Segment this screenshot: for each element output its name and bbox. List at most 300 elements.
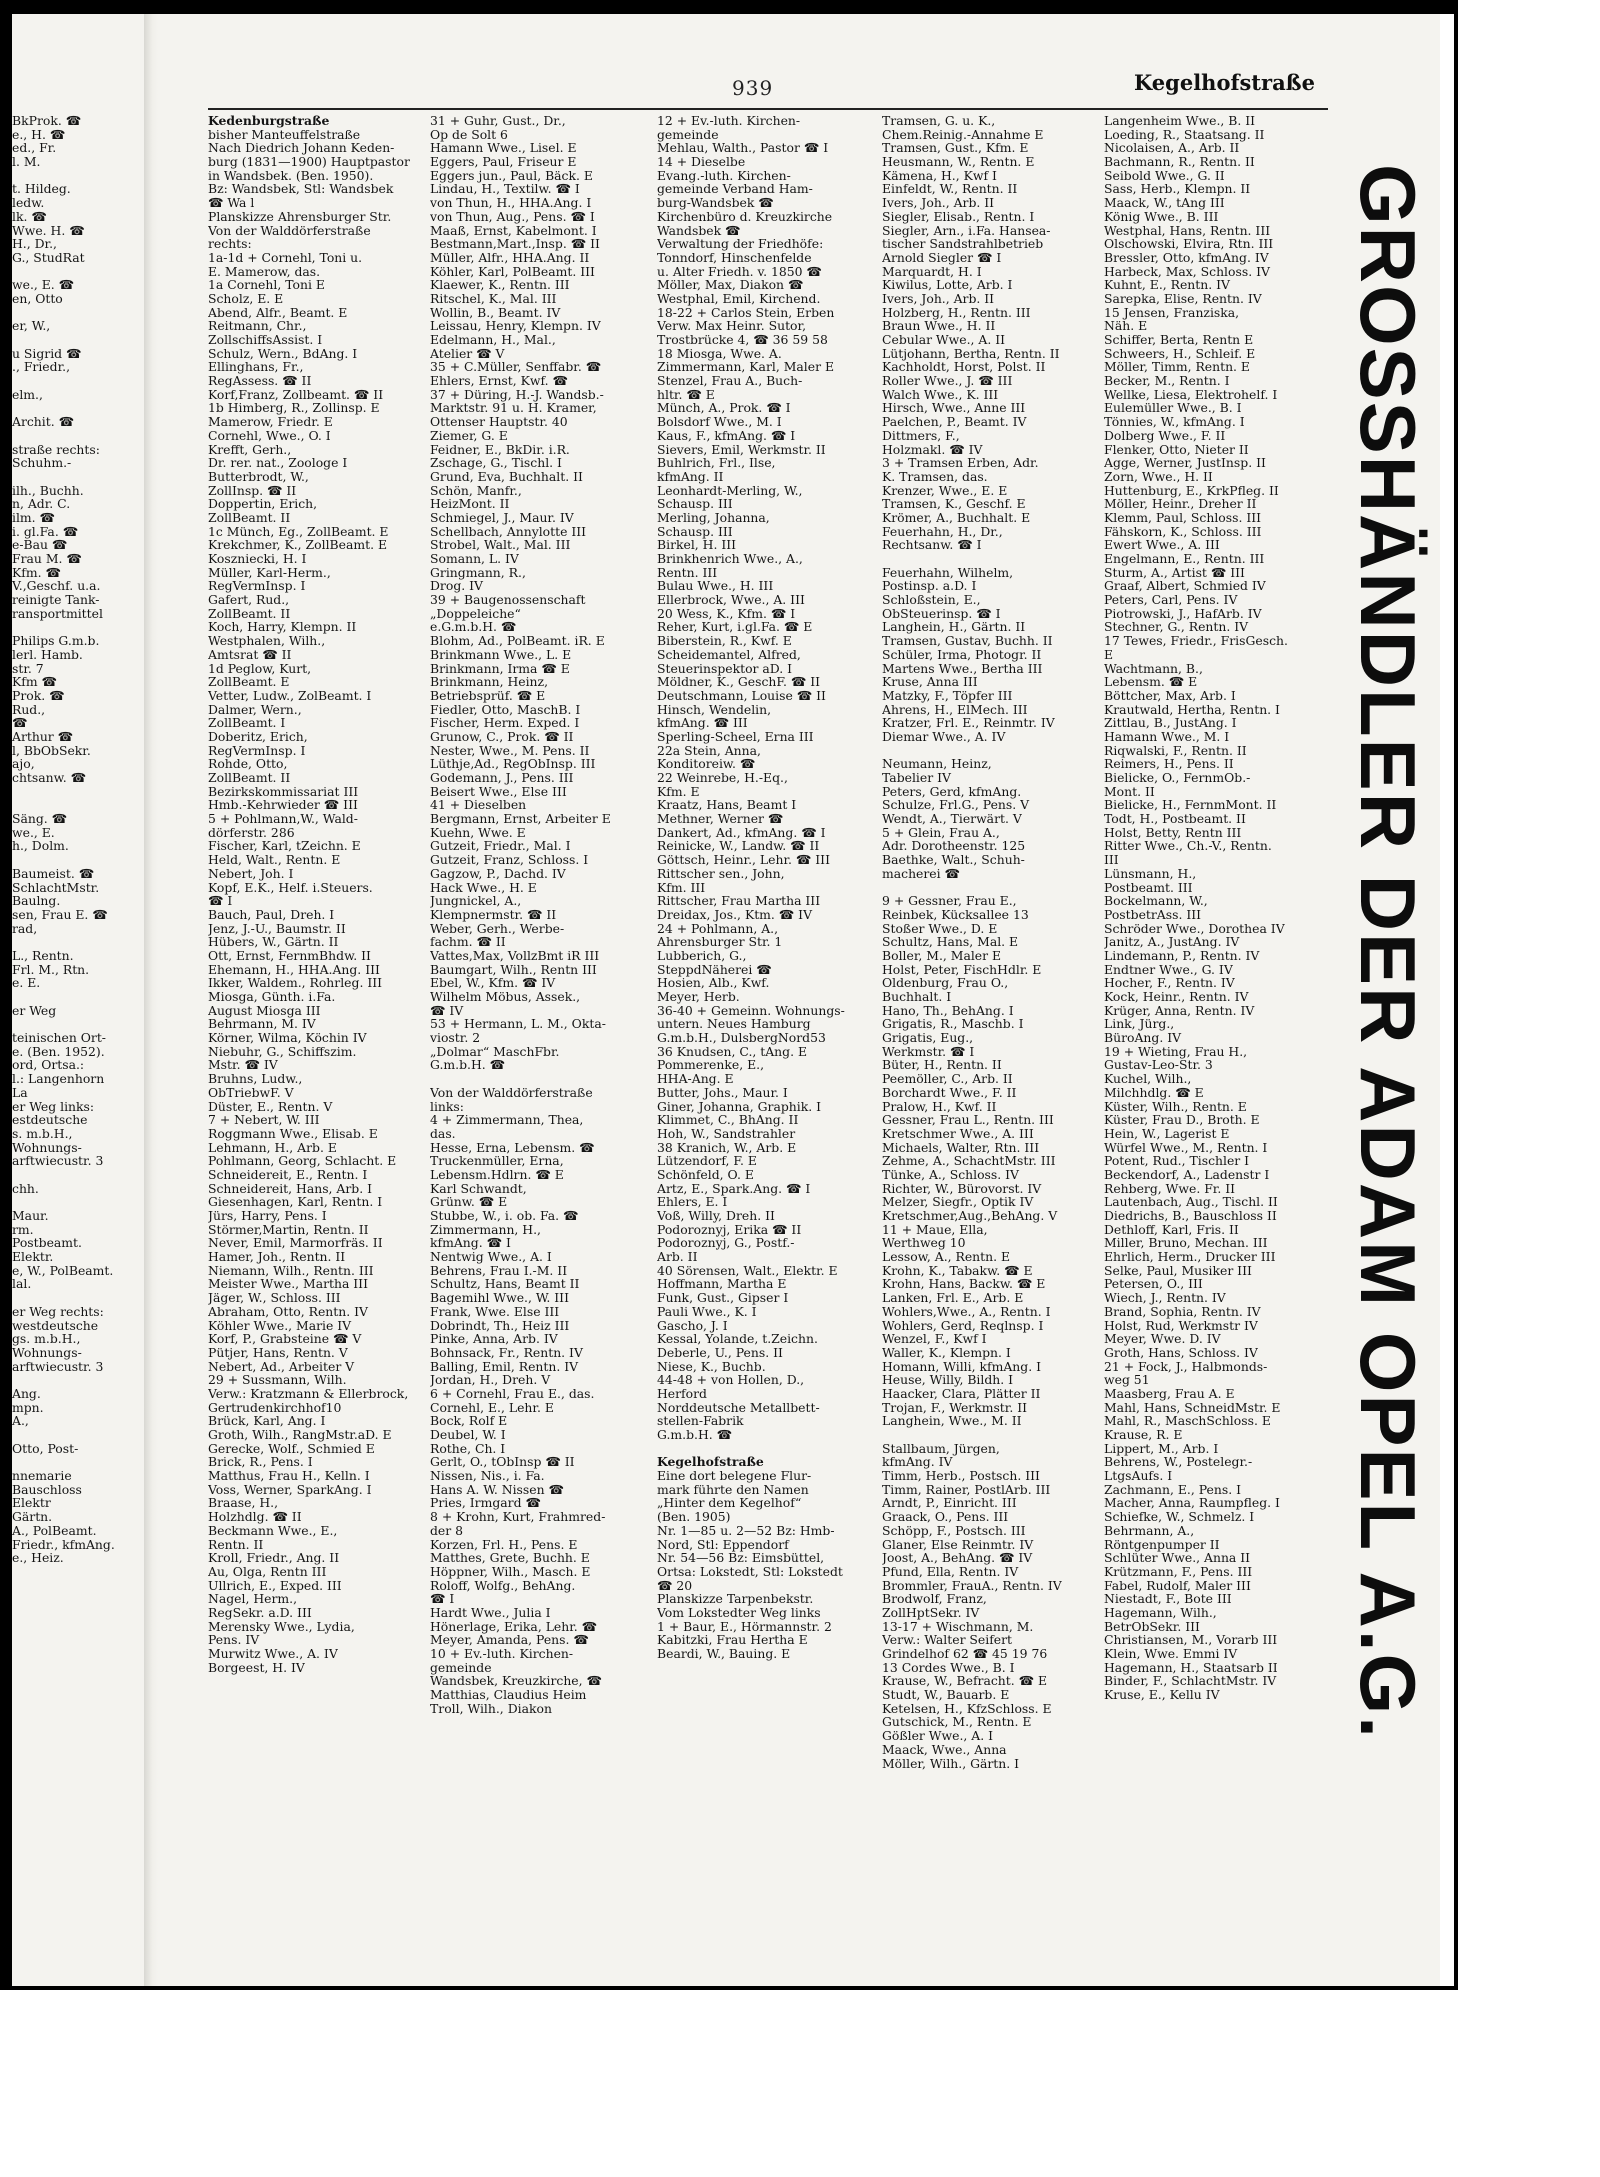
directory-line: ZollHptSekr. IV: [882, 1604, 980, 1620]
directory-line: Köhler, Karl, PolBeamt. III: [430, 263, 595, 279]
directory-line: Zimmermann, H.,: [430, 1221, 541, 1237]
directory-line: Baumgart, Wilh., Rentn III: [430, 961, 597, 977]
directory-line: Brinkhenrich Wwe., A.,: [657, 551, 803, 566]
directory-line: Matthus, Frau H., Kelln. I: [208, 1468, 370, 1484]
directory-line: Kretschmer Wwe., A. III: [882, 1125, 1034, 1141]
directory-line: Hamann Wwe., Lisel. E: [430, 140, 577, 156]
directory-line: Schneidereit, E., Rentn. I: [208, 1166, 368, 1182]
directory-line: von Thun, Aug., Pens. ☎ I: [430, 208, 595, 224]
directory-line: [12, 620, 142, 634]
directory-line: ObTriebwF. V: [208, 1084, 294, 1100]
directory-line: Küster, Wilh., Rentn. E: [1104, 1098, 1247, 1114]
directory-line: Todt, H., Postbeamt. II: [1104, 811, 1246, 827]
directory-line: Nissen, Nis., i. Fa.: [430, 1468, 545, 1484]
directory-line: s. m.b.H.,: [12, 1125, 73, 1141]
directory-line: [12, 169, 142, 183]
directory-line: SteppdNäherei ☎: [657, 961, 772, 977]
directory-line: Korf, P., Grabsteine ☎ V: [208, 1331, 362, 1347]
directory-line: Behrmann, M. IV: [208, 1016, 316, 1032]
directory-line: mpn.: [12, 1399, 44, 1415]
directory-line: Wollin, B., Beamt. IV: [430, 304, 561, 320]
directory-line: Nicolaisen, A., Arb. II: [1104, 140, 1240, 156]
directory-line: Heusmann, W., Rentn. E: [882, 154, 1035, 170]
directory-line: Schneidereit, Hans, Arb. I: [208, 1180, 373, 1196]
directory-line: Huttenburg, E., KrkPfleg. II: [1104, 482, 1279, 498]
directory-line: Ang.: [12, 1385, 41, 1401]
directory-line: 7 + Nebert, W. III: [208, 1112, 320, 1128]
directory-line: Jordan, H., Dreh. V: [430, 1372, 551, 1388]
directory-line: 14 + Dieselbe: [657, 154, 746, 170]
directory-line: ZollBeamt. II: [208, 605, 291, 621]
directory-line: kfmAng. IV: [882, 1454, 953, 1470]
directory-line: burg (1831—1900) Hauptpastor: [208, 154, 410, 170]
directory-line: Waller, K., Klempn. I: [882, 1344, 1011, 1360]
running-head: Kegelhofstraße: [1134, 70, 1315, 95]
directory-line: RegVermInsp. I: [208, 578, 306, 594]
directory-line: Balling, Emil, Rentn. IV: [430, 1358, 579, 1374]
directory-line: Meister Wwe., Martha III: [208, 1276, 368, 1292]
directory-line: [882, 744, 1100, 758]
directory-line: 19 + Wieting, Frau H.,: [1104, 1043, 1248, 1059]
directory-line: La: [12, 1084, 28, 1100]
directory-line: Loeding, R., Staatsang. II: [1104, 126, 1265, 142]
directory-line: Schellbach, Annylotte III: [430, 523, 587, 539]
directory-line: Blohm, Ad., PolBeamt. iR. E: [430, 633, 605, 649]
directory-line: Pens. IV: [208, 1632, 260, 1648]
directory-line: Reinicke, W., Landw. ☎ II: [657, 838, 820, 854]
directory-line: Schmiegel, J., Maur. IV: [430, 509, 574, 525]
directory-line: Niestadt, F., Bote III: [1104, 1591, 1232, 1607]
directory-line: Schuhm.-: [12, 455, 72, 471]
directory-line: Lippert, M., Arb. I: [1104, 1440, 1219, 1456]
directory-line: Ivers, Joh., Arb. II: [882, 290, 995, 306]
directory-line: [882, 1428, 1100, 1442]
directory-line: Bergmann, Ernst, Arbeiter E: [430, 811, 611, 827]
directory-line: Otto, Post-: [12, 1440, 79, 1456]
directory-line: rechts:: [208, 236, 252, 252]
directory-line: Podoroznyj, Erika ☎ II: [657, 1221, 802, 1237]
directory-line: Würfel Wwe., M., Rentn. I: [1104, 1139, 1268, 1155]
directory-line: RegVermInsp. I: [208, 742, 306, 758]
directory-line: Sievers, Emil, Werkmstr. II: [657, 441, 826, 457]
directory-line: Langenheim Wwe., B. II: [1104, 114, 1256, 128]
directory-line: Gessner, Frau L., Rentn. III: [882, 1112, 1054, 1128]
directory-line: mark führte den Namen: [657, 1481, 809, 1497]
directory-line: Doberitz, Erich,: [208, 728, 308, 744]
directory-line: Hönerlage, Erika, Lehr. ☎: [430, 1618, 598, 1634]
directory-line: Fähskorn, K., Schloss. III: [1104, 523, 1262, 539]
directory-line: Ehrlich, Herm., Drucker III: [1104, 1249, 1276, 1265]
directory-line: Ewert Wwe., A. III: [1104, 537, 1220, 553]
directory-line: 1 + Baur, E., Hörmannstr. 2: [657, 1618, 832, 1634]
directory-line: Prok. ☎: [12, 687, 65, 703]
directory-line: [12, 1168, 142, 1182]
directory-line: Büter, H., Rentn. II: [882, 1057, 1002, 1073]
directory-line: ☎: [12, 715, 28, 731]
directory-line: Martens Wwe., Bertha III: [882, 660, 1043, 676]
directory-line: Flenker, Otto, Nieter II: [1104, 441, 1249, 457]
directory-line: Ehlers, E. I: [657, 1194, 728, 1210]
directory-line: Bz: Wandsbek, Stl: Wandsbek: [208, 181, 394, 197]
directory-line: Braase, H.,: [208, 1495, 279, 1511]
directory-line: l, BbObSekr.: [12, 742, 91, 758]
directory-line: straße rechts:: [12, 441, 100, 457]
directory-line: Ottenser Hauptstr. 40: [430, 414, 568, 430]
directory-line: BetrObSekr. III: [1104, 1618, 1200, 1634]
directory-line: 36-40 + Gemeinn. Wohnungs-: [657, 1002, 845, 1018]
directory-line: Leonhardt-Merling, W.,: [657, 482, 803, 498]
directory-line: Matthias, Claudius Heim: [430, 1687, 587, 1703]
directory-line: Wiech, J., Rentn. IV: [1104, 1290, 1226, 1306]
directory-line: Küster, Frau D., Broth. E: [1104, 1112, 1260, 1128]
directory-line: Feuerhahn, Wilhelm,: [882, 564, 1014, 580]
directory-line: Hano, Th., BehAng. I: [882, 1002, 1014, 1018]
directory-line: 17 Tewes, Friedr., FrisGesch.: [1104, 633, 1288, 649]
directory-line: Hagemann, Wilh.,: [1104, 1604, 1217, 1620]
directory-line: viostr. 2: [430, 1030, 481, 1046]
directory-line: Link, Jürg.,: [1104, 1016, 1175, 1032]
directory-line: 3 + Tramsen Erben, Adr.: [882, 455, 1039, 471]
directory-line: Kratzer, Frl. E., Reinmtr. IV: [882, 715, 1055, 731]
directory-line: Tonndorf, Hinschenfelde: [657, 249, 812, 265]
directory-line: Behrens, Frau I.-M. II: [430, 1262, 568, 1278]
directory-line: Körner, Wilma, Köchin IV: [208, 1030, 367, 1046]
directory-line: Holst, Rud, Werkmstr IV: [1104, 1317, 1258, 1333]
directory-line: Amtsrat ☎ II: [208, 646, 292, 662]
directory-line: Drog. IV: [430, 578, 483, 594]
directory-line: Nr. 54—56 Bz: Eimsbüttel,: [657, 1550, 825, 1566]
directory-line: Siegler, Arn., i.Fa. Hansea-: [882, 222, 1051, 238]
directory-line: Pries, Irmgard ☎: [430, 1495, 541, 1511]
directory-line: Birkel, H. III: [657, 537, 737, 553]
directory-line: Brodwolf, Franz,: [882, 1591, 987, 1607]
directory-line: weg 51: [1104, 1372, 1150, 1388]
directory-line: Glaner, Else Reinmtr. IV: [882, 1536, 1034, 1552]
directory-line: Voß, Willy, Dreh. II: [657, 1208, 775, 1223]
directory-line: Bulau Wwe., H. III: [657, 578, 774, 594]
directory-line: Krohn, K., Tabakw. ☎ E: [882, 1262, 1033, 1278]
directory-line: Hosien, Alb., Kwf.: [657, 975, 770, 991]
directory-line: „Doppeleiche“: [430, 605, 521, 621]
directory-line: Meyer, Herb.: [657, 989, 740, 1004]
directory-line: Maack, W., tAng III: [1104, 195, 1225, 211]
directory-line: Mahl, Hans, SchneidMstr. E: [1104, 1399, 1281, 1415]
directory-line: 37 + Düring, H.-J. Wandsb.-: [430, 386, 604, 402]
directory-line: kfmAng. ☎ I: [430, 1235, 511, 1251]
directory-line: Pfund, Ella, Rentn. IV: [882, 1563, 1019, 1579]
directory-line: Rentn. III: [657, 564, 718, 580]
directory-line: Methner, Werner ☎: [657, 811, 784, 827]
directory-line: Wohnungs-: [12, 1344, 82, 1360]
directory-line: Grunow, C., Prok. ☎ II: [430, 728, 574, 744]
directory-line: Merensky Wwe., Lydia,: [208, 1618, 355, 1634]
directory-line: Ritschel, K., Mal. III: [430, 290, 557, 306]
directory-line: Maack, Wwe., Anna: [882, 1741, 1007, 1757]
directory-line: Brommler, FrauA., Rentn. IV: [882, 1577, 1062, 1593]
directory-line: Langhein, Wwe., M. II: [882, 1413, 1022, 1429]
directory-line: 13 Cordes Wwe., B. I: [882, 1659, 1015, 1675]
directory-line: arftwiecustr. 3: [12, 1153, 104, 1169]
directory-line: Arnold Siegler ☎ I: [882, 249, 1002, 265]
directory-line: Walch Wwe., K. III: [882, 386, 999, 402]
directory-line: 39 + Baugenossenschaft: [430, 592, 586, 608]
directory-line: burg-Wandsbek ☎: [657, 195, 774, 211]
directory-line: ☎ Wa l: [208, 195, 255, 211]
directory-line: 10 + Ev.-luth. Kirchen-: [430, 1646, 574, 1661]
directory-line: Jungnickel, A.,: [430, 893, 522, 909]
directory-line: Siegler, Elisab., Rentn. I: [882, 208, 1035, 224]
directory-line: Buhlrich, Frl., Ilse,: [657, 455, 776, 471]
directory-line: Milchhdlg. ☎ E: [1104, 1084, 1204, 1100]
directory-line: Sperling-Scheel, Erna III: [657, 728, 814, 744]
directory-line: Schiefke, W., Schmelz. I: [1104, 1509, 1255, 1525]
directory-line: h., Dolm.: [12, 838, 69, 854]
directory-line: „Dolmar“ MaschFbr.: [430, 1043, 560, 1059]
directory-line: e, W., PolBeamt.: [12, 1262, 114, 1278]
directory-line: G., StudRat: [12, 249, 85, 265]
directory-line: Kock, Heinr., Rentn. IV: [1104, 989, 1249, 1004]
directory-line: G.m.b.H. ☎: [430, 1057, 506, 1073]
directory-line: [12, 1195, 142, 1209]
directory-line: Kirchenbüro d. Kreuzkirche: [657, 208, 833, 224]
directory-line: von Thun, H., HHA.Ang. I: [430, 195, 592, 211]
directory-line: Bressler, Otto, kfmAng. IV: [1104, 249, 1269, 265]
directory-line: Piotrowski, J., HafArb. IV: [1104, 605, 1262, 621]
directory-line: H., Dr.,: [12, 236, 57, 252]
book-spine-shadow: [144, 14, 158, 1986]
directory-line: Krömer, A., Buchhalt. E: [882, 509, 1031, 525]
directory-line: Timm, Rainer, PostlArb. III: [882, 1481, 1051, 1497]
directory-line: Zorn, Wwe., H. II: [1104, 468, 1213, 484]
directory-line: Dolberg Wwe., F. II: [1104, 427, 1226, 443]
directory-line: Langhein, H., Gärtn. II: [882, 619, 1026, 635]
directory-line: chh.: [12, 1180, 39, 1196]
directory-line: Vattes,Max, VollzBmt iR III: [430, 947, 600, 963]
directory-line: untern. Neues Hamburg: [657, 1016, 811, 1032]
directory-line: Rittscher, Frau Martha III: [657, 893, 821, 909]
directory-line: macherei ☎: [882, 865, 960, 881]
directory-line: Ehemann, H., HHA.Ang. III: [208, 961, 380, 977]
directory-line: E. Mamerow, das.: [208, 263, 321, 279]
directory-line: 4 + Zimmermann, Thea,: [430, 1112, 584, 1128]
directory-column-5: [1104, 114, 1328, 1914]
directory-line: PostbetrAss. III: [1104, 906, 1202, 922]
side-advertisement: [1330, 164, 1438, 1984]
directory-line: Baumeist. ☎: [12, 865, 95, 881]
directory-line: Bauch, Paul, Dreh. I: [208, 906, 335, 922]
directory-column-3: [657, 114, 871, 1914]
directory-line: Haacker, Clara, Plätter II: [882, 1385, 1041, 1401]
directory-line: Einfeldt, W., Rentn. II: [882, 181, 1018, 197]
directory-line: Arb. II: [657, 1249, 698, 1265]
directory-line: Deberle, U., Pens. II: [657, 1344, 783, 1360]
directory-line: Gößler Wwe., A. I: [882, 1728, 994, 1744]
directory-line: Schlüter Wwe., Anna II: [1104, 1550, 1251, 1566]
directory-line: Reinbek, Kücksallee 13: [882, 906, 1029, 922]
directory-line: Von der Walddörferstraße: [430, 1084, 593, 1100]
directory-line: Gafert, Rud.,: [208, 592, 290, 608]
directory-line: Never, Emil, Marmorfräs. II: [208, 1235, 383, 1251]
directory-line: Reher, Kurt, i.gl.Fa. ☎ E: [657, 619, 813, 635]
directory-line: n, Adr. C.: [12, 496, 71, 512]
directory-line: Düster, E., Rentn. V: [208, 1098, 333, 1114]
directory-line: Stubbe, W., i. ob. Fa. ☎: [430, 1208, 579, 1223]
directory-line: Lüthje,Ad., RegObInsp. III: [430, 756, 596, 772]
directory-line: Grindelhof 62 ☎ 45 19 76: [882, 1646, 1048, 1661]
directory-line: Cornehl, E., Lehr. E: [430, 1399, 554, 1415]
directory-line: Kuehn, Wwe. E: [430, 824, 526, 840]
directory-line: teinischen Ort-: [12, 1030, 106, 1046]
directory-line: Brinkmann Wwe., L. E: [430, 646, 572, 662]
directory-line: das.: [430, 1125, 456, 1141]
directory-line: Fiedler, Otto, MaschB. I: [430, 701, 581, 717]
directory-column-1: [208, 114, 428, 1914]
directory-line: er Weg links:: [12, 1098, 95, 1114]
directory-line: Murwitz Wwe., A. IV: [208, 1646, 338, 1661]
directory-line: l.: Langenhorn: [12, 1071, 105, 1087]
directory-line: [12, 785, 142, 799]
directory-line: Wwe. H. ☎: [12, 222, 85, 238]
directory-line: u Sigrid ☎: [12, 345, 82, 361]
directory-line: [12, 1455, 142, 1469]
directory-line: stellen-Fabrik: [657, 1413, 744, 1429]
directory-line: rm.: [12, 1221, 34, 1237]
directory-line: Trojan, F., Werkmstr. II: [882, 1399, 1028, 1415]
directory-line: Vetter, Ludw., ZolBeamt. I: [208, 687, 372, 703]
directory-line: kfmAng. II: [657, 468, 724, 484]
directory-line: Tönnies, W., kfmAng. I: [1104, 414, 1245, 430]
directory-line: 41 + Dieselben: [430, 797, 527, 813]
directory-line: Kiwilus, Lotte, Arb. I: [882, 277, 1013, 293]
directory-line: Somann, L. IV: [430, 551, 519, 566]
directory-line: Schröder Wwe., Dorothea IV: [1104, 920, 1285, 936]
directory-line: Groth, Wilh., RangMstr.aD. E: [208, 1427, 392, 1442]
directory-line: ObSteuerinsp. ☎ I: [882, 605, 1001, 621]
directory-line: lal.: [12, 1276, 32, 1292]
directory-line: Tramsen, G. u. K.,: [882, 114, 996, 128]
directory-line: Postbeamt. III: [1104, 879, 1193, 895]
directory-line: Kessal, Yolande, t.Zeichn.: [657, 1331, 818, 1347]
directory-line: HHA-Ang. E: [657, 1071, 734, 1087]
directory-line: Lebensm. ☎ E: [1104, 674, 1198, 690]
directory-line: Postbeamt.: [12, 1235, 82, 1251]
directory-line: Krüger, Anna, Rentn. IV: [1104, 1002, 1255, 1018]
directory-line: Kruse, E., Kellu IV: [1104, 1687, 1220, 1703]
directory-line: E: [1104, 646, 1114, 662]
directory-line: 44-48 + von Hollen, D.,: [657, 1372, 805, 1388]
directory-line: Grünw. ☎ E: [430, 1194, 508, 1210]
directory-line: Wandsbek, Kreuzkirche, ☎: [430, 1673, 602, 1689]
directory-line: 38 Kranich, W., Arb. E: [657, 1139, 797, 1155]
directory-line: Tünke, A., Schloss. IV: [882, 1166, 1019, 1182]
directory-line: Dalmer, Wern.,: [208, 701, 302, 717]
directory-line: Hamer, Joh., Rentn. II: [208, 1249, 346, 1265]
directory-line: Klemm, Paul, Schloss. III: [1104, 509, 1262, 525]
directory-line: Op de Solt 6: [430, 126, 508, 142]
directory-line: 24 + Pohlmann, A.,: [657, 920, 779, 936]
directory-line: Lautenbach, Aug., Tischl. II: [1104, 1194, 1278, 1210]
directory-line: Diedrichs, B., Bauschloss II: [1104, 1208, 1277, 1223]
directory-line: Tabelier IV: [882, 770, 951, 785]
directory-line: Bockelmann, W.,: [1104, 893, 1208, 909]
directory-line: Fabel, Rudolf, Maler III: [1104, 1577, 1251, 1593]
directory-line: HeizMont. II: [430, 496, 510, 512]
directory-line: Butterbrodt, W.,: [208, 468, 309, 484]
directory-line: [430, 1072, 642, 1086]
directory-line: Werthweg 10: [882, 1235, 966, 1251]
directory-line: Dreidax, Jos., Ktm. ☎ IV: [657, 906, 813, 922]
directory-line: Kruse, Anna III: [882, 674, 978, 690]
directory-line: Bohnsack, Fr., Rentn. IV: [430, 1344, 583, 1360]
directory-column-2: [430, 114, 642, 1914]
directory-line: Studt, W., Bauarb. E: [882, 1687, 1010, 1703]
directory-line: Brand, Sophia, Rentn. IV: [1104, 1303, 1261, 1319]
directory-line: Friedr., kfmAng.: [12, 1536, 115, 1552]
directory-line: Herford: [657, 1385, 707, 1401]
directory-line: Gerecke, Wolf., Schmied E: [208, 1440, 375, 1456]
directory-line: Zehme, A., SchachtMstr. III: [882, 1153, 1056, 1169]
directory-line: Ellerbrock, Wwe., A. III: [657, 592, 805, 608]
directory-line: Selke, Paul, Musiker III: [1104, 1262, 1252, 1278]
directory-line: [12, 798, 142, 812]
directory-line: Bielicke, H., FernmMont. II: [1104, 797, 1277, 813]
directory-line: er, W.,: [12, 318, 51, 334]
directory-line: Maaß, Ernst, Kabelmont. I: [430, 222, 597, 238]
directory-line: Hocher, F., Rentn. IV: [1104, 975, 1235, 991]
directory-line: Hoh, W., Sandstrahler: [657, 1125, 796, 1141]
directory-line: König Wwe., B. III: [1104, 208, 1219, 224]
directory-line: Postinsp. a.D. I: [882, 578, 977, 594]
directory-line: Grigatis, R., Maschb. I: [882, 1016, 1024, 1032]
directory-line: Eulemüller Wwe., B. I: [1104, 400, 1242, 416]
directory-line: chtsanw. ☎: [12, 770, 87, 785]
directory-line: Beardi, W., Bauing. E: [657, 1646, 791, 1661]
directory-line: Beckendorf, A., Ladenstr I: [1104, 1166, 1270, 1182]
directory-line: Hoffmann, Martha E: [657, 1276, 787, 1292]
directory-line: Scheidemantel, Alfred,: [657, 646, 801, 662]
directory-line: Deubel, W. I: [430, 1427, 506, 1442]
directory-line: kfmAng. ☎ III: [657, 715, 748, 731]
directory-line: Krautwald, Hertha, Rentn. I: [1104, 701, 1280, 717]
directory-line: Norddeutsche Metallbett-: [657, 1399, 820, 1415]
directory-line: 5 + Glein, Frau A.,: [882, 824, 1000, 840]
directory-line: Schultz, Hans, Beamt II: [430, 1276, 580, 1292]
directory-line: Schausp. III: [657, 523, 733, 539]
directory-line: Strobel, Walt., Mal. III: [430, 537, 571, 553]
directory-line: Maur.: [12, 1208, 49, 1223]
directory-line: Fischer, Herm. Exped. I: [430, 715, 580, 731]
directory-line: Frau M. ☎: [12, 551, 82, 566]
directory-page: [12, 14, 1454, 1986]
directory-line: „Hinter dem Kegelhof“: [657, 1495, 802, 1511]
directory-line: Schöpp, F., Postsch. III: [882, 1522, 1026, 1538]
directory-line: Ortsa: Lokstedt, Stl: Lokstedt: [657, 1563, 843, 1579]
directory-line: [12, 265, 142, 279]
directory-line: Lubberich, G.,: [657, 947, 747, 963]
directory-line: Westphalen, Wilh.,: [208, 633, 326, 649]
directory-line: Maasberg, Frau A. E: [1104, 1385, 1235, 1401]
directory-line: Giner, Johanna, Graphik. I: [657, 1098, 821, 1114]
directory-line: Ehlers, Ernst, Kwf. ☎: [430, 373, 568, 389]
directory-line: Verw.: Kratzmann & Ellerbrock,: [208, 1385, 409, 1401]
directory-line: Schloßstein, E.,: [882, 592, 981, 608]
directory-line: Philips G.m.b.: [12, 633, 100, 649]
directory-line: fachm. ☎ II: [430, 934, 506, 950]
directory-line: Mehlau, Walth., Pastor ☎ I: [657, 140, 829, 156]
directory-line: [12, 990, 142, 1004]
directory-line: Krützmann, F., Pens. III: [1104, 1563, 1253, 1579]
directory-line: Nentwig Wwe., A. I: [430, 1249, 552, 1265]
